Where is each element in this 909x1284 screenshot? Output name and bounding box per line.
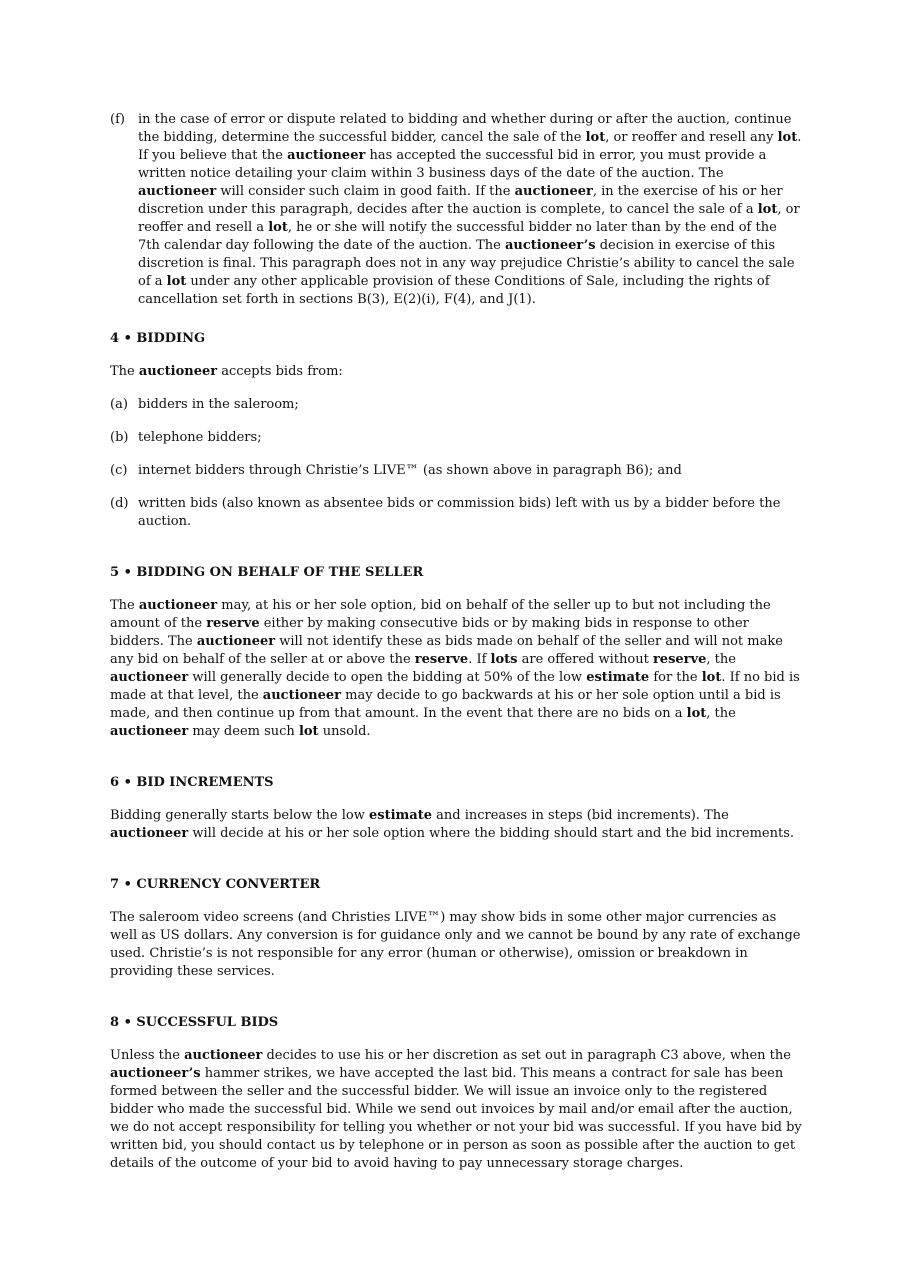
item-text: written bids (also known as absentee bids or commission bids) left with us by a bidder before the auction.	[138, 496, 781, 529]
section-6-heading: 6 • BID INCREMENTS	[110, 775, 274, 790]
section-7-heading: 7 • CURRENCY CONVERTER	[110, 877, 321, 892]
section-6-text: Bidding generally starts below the low estimate and increases in steps (bid increments). The auctioneer will decide at his or her sole option where the bidding should start and the bid increments.	[110, 808, 794, 841]
defined-term: reserve	[414, 652, 469, 667]
section-8-text: Unless the auctioneer decides to use his or her discretion as set out in paragraph C3 above, when the auctioneer’s hammer strikes, we have accepted the last bid. This means a contract for sale has been formed between the seller and the successful bidder. We will issue an invoice only to the registered bidder who made the successful bid. While we send out invoices by mail and/or email after the auction, we do not accept responsibility for telling you whether or not your bid was successful. If you have bid by written bid, you should contact us by telephone or in person as soon as possible after the auction to get details of the outcome of your bid to avoid having to pay unnecessary storage charges.	[110, 1048, 802, 1171]
defined-term: auctioneer	[110, 670, 189, 685]
defined-term: reserve	[652, 652, 707, 667]
section-5-text: The auctioneer may, at his or her sole option, bid on behalf of the seller up to but not including the amount of the reserve either by making consecutive bids or by making bids in response to other bidders. The auctioneer will not identify these as bids made on behalf of the seller and will not make any bid on behalf of the seller at or above the reserve. If lots are offered without reserve, the auctioneer will generally decide to open the bidding at 50% of the low estimate for the lot. If no bid is made at that level, the auctioneer may decide to go backwards at his or her sole option until a bid is made, and then continue up from that amount. In the event that there are no bids on a lot, the auctioneer may deem such lot unsold.	[110, 598, 800, 739]
defined-term: auctioneer’s	[110, 1066, 201, 1081]
defined-term: lot	[701, 670, 722, 685]
document-page	[110, 111, 802, 1188]
list-item	[110, 462, 802, 480]
defined-term: lots	[490, 652, 518, 667]
item-marker: (c)	[110, 463, 128, 478]
item-text: bidders in the saleroom;	[138, 397, 299, 412]
section-5-heading: 5 • BIDDING ON BEHALF OF THE SELLER	[110, 565, 424, 580]
section-3f-item	[110, 111, 802, 309]
item-text: telephone bidders;	[138, 430, 262, 445]
defined-term: estimate	[586, 670, 650, 685]
defined-term: auctioneer’s	[504, 238, 596, 253]
defined-term: lot	[757, 202, 778, 217]
section-7-text: The saleroom video screens (and Christies LIVE™) may show bids in some other major currencies as well as US dollars. Any conversion is for guidance only and we cannot be bound by any rate of exchange used. Christie’s is not responsible for any error (human or otherwise), omission or breakdown in providing these services.	[110, 910, 801, 979]
item-marker: (f)	[110, 112, 125, 127]
defined-term: lot	[585, 130, 606, 145]
list-item	[110, 429, 802, 447]
section-4-intro: The auctioneer accepts bids from:	[110, 364, 343, 379]
list-item	[110, 495, 802, 531]
item-marker: (b)	[110, 430, 129, 445]
defined-term: lot	[268, 220, 288, 235]
section-4-heading: 4 • BIDDING	[110, 331, 206, 346]
section-3f-text: in the case of error or dispute related to bidding and whether during or after the auction, continue the bidding, determine the successful bidder, cancel the sale of the lot, or reoffer and resell any lot. If you believe that the auctioneer has accepted the successful bid in error, you must provide a written notice detailing your claim within 3 business days of the date of the auction. The auctioneer will consider such claim in good faith. If the auctioneer, in the exercise of his or her discretion under this paragraph, decides after the auction is complete, to cancel the sale of a lot, or reoffer and resell a lot, he or she will notify the successful bidder no later than by the end of the 7th calendar day following the date of the auction. The auctioneer’s decision in exercise of this discretion is final. This paragraph does not in any way prejudice Christie’s ability to cancel the sale of a lot under any other applicable provision of these Conditions of Sale, including the rights of cancellation set forth in sections B(3), E(2)(i), F(4), and J(1).	[138, 112, 802, 307]
defined-term: estimate	[369, 808, 432, 823]
defined-term: lot	[686, 706, 707, 721]
defined-term: auctioneer	[262, 688, 342, 703]
item-marker: (a)	[110, 397, 128, 412]
item-marker: (d)	[110, 496, 129, 511]
defined-term: lot	[777, 130, 798, 145]
defined-term: auctioneer	[138, 598, 218, 613]
defined-term: auctioneer	[514, 184, 593, 199]
defined-term: auctioneer	[138, 184, 217, 199]
defined-term: auctioneer	[138, 364, 218, 379]
defined-term: lot	[166, 274, 187, 289]
defined-term: auctioneer	[110, 826, 189, 841]
defined-term: auctioneer	[196, 634, 276, 649]
defined-term: lot	[298, 724, 319, 739]
defined-term: auctioneer	[184, 1048, 263, 1063]
item-text: internet bidders through Christie’s LIVE™ (as shown above in paragraph B6); and	[138, 463, 682, 478]
section-8-heading: 8 • SUCCESSFUL BIDS	[110, 1015, 279, 1030]
defined-term: auctioneer	[287, 148, 366, 163]
defined-term: auctioneer	[110, 724, 189, 739]
defined-term: reserve	[206, 616, 260, 631]
list-item	[110, 396, 802, 414]
